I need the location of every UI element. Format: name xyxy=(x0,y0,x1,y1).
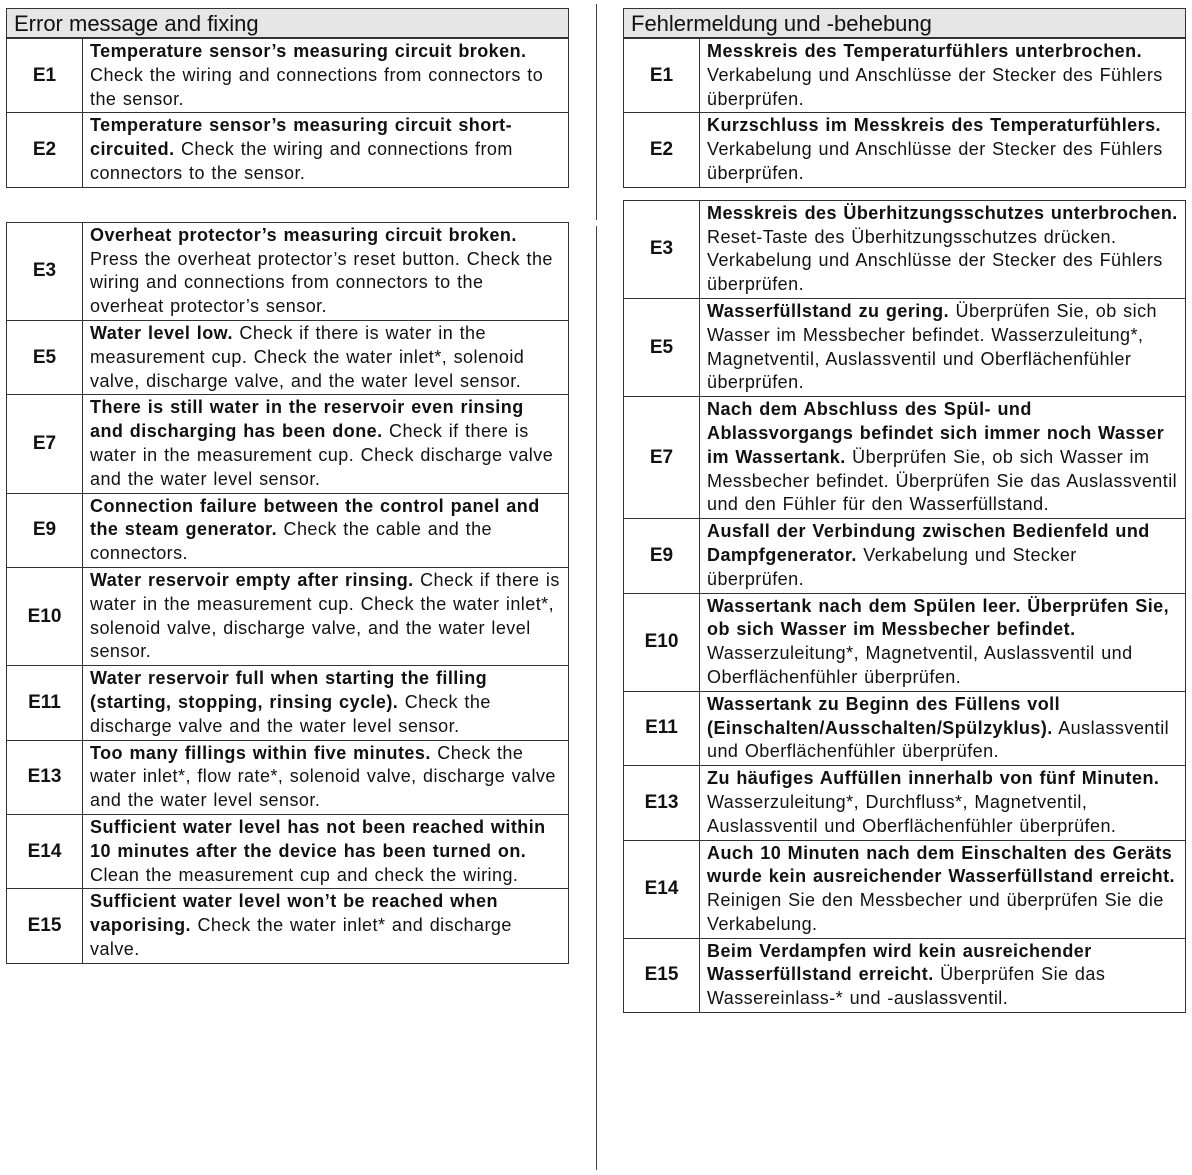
error-code: E15 xyxy=(624,938,700,1012)
error-row-e15 xyxy=(7,889,569,963)
error-fix-instructions: Check the wiring and connections from connectors to the sensor. xyxy=(90,139,513,183)
error-row-e10 xyxy=(7,567,569,665)
error-row-e13 xyxy=(624,766,1186,840)
english-column xyxy=(6,8,569,964)
error-description xyxy=(83,113,569,187)
error-summary: Auch 10 Minuten nach dem Einschalten des Geräts wurde kein ausreichender Wasserfüllstand erreicht. xyxy=(707,842,1175,887)
error-code: E3 xyxy=(7,222,83,320)
error-description xyxy=(83,567,569,665)
error-code: E5 xyxy=(624,298,700,396)
error-code: E14 xyxy=(624,840,700,938)
error-row-e11 xyxy=(7,666,569,740)
error-fix-instructions: Verkabelung und Anschlüsse der Stecker des Fühlers überprüfen. xyxy=(707,64,1163,109)
error-code: E9 xyxy=(7,493,83,567)
error-description xyxy=(700,938,1186,1012)
error-description xyxy=(700,691,1186,765)
error-fix-instructions: Check the water inlet*, flow rate*, solenoid valve, discharge valve and the water level sensor. xyxy=(90,742,556,811)
german-column xyxy=(623,8,1186,1013)
error-code: E2 xyxy=(7,113,83,187)
error-description xyxy=(83,39,569,113)
error-description xyxy=(700,766,1186,840)
error-fix-instructions: Check if there is water in the measurement cup. Check the water inlet*, solenoid valve, discharge valve, and the water level sensor. xyxy=(90,569,560,662)
error-code: E5 xyxy=(7,320,83,394)
error-summary: Water reservoir full when starting the filling (starting, stopping, rinsing cycle). xyxy=(90,668,488,712)
error-row-e14 xyxy=(624,840,1186,938)
error-row-e9 xyxy=(624,519,1186,593)
error-fix-instructions: Check if there is water in the measurement cup. Check the water inlet*, solenoid valve, discharge valve, and the water level sensor. xyxy=(90,322,525,391)
error-code: E13 xyxy=(624,766,700,840)
column-divider-bottom xyxy=(596,226,597,1170)
error-fix-instructions: Reinigen Sie den Messbecher und überprüfen Sie die Verkabelung. xyxy=(707,890,1164,934)
error-summary: Sufficient water level has not been reached within 10 minutes after the device has been turned on. xyxy=(90,816,546,861)
error-summary: Overheat protector’s measuring circuit broken. xyxy=(90,224,517,245)
error-summary: Sufficient water level won’t be reached when vaporising. xyxy=(90,891,498,936)
error-fix-instructions: Wasserzuleitung*, Magnetventil, Auslassventil und Oberflächenfühler überprüfen. xyxy=(707,643,1133,687)
error-summary: Wassertank nach dem Spülen leer. Überprüfen Sie, ob sich Wasser im Messbecher befindet. xyxy=(707,595,1170,640)
error-description xyxy=(83,222,569,320)
error-summary: Water level low. xyxy=(90,322,233,343)
error-fix-instructions: Check the cable and the connectors. xyxy=(90,519,492,564)
error-summary: Temperature sensor’s measuring circuit broken. xyxy=(90,41,527,61)
english-table-water-errors xyxy=(6,222,569,964)
error-description xyxy=(700,113,1186,187)
english-section-title: Error message and fixing xyxy=(6,8,569,38)
error-code: E9 xyxy=(624,519,700,593)
error-fix-instructions: Reset-Taste des Überhitzungsschutzes drücken. Verkabelung und Anschlüsse der Stecker des Fühlers überprüfen. xyxy=(707,226,1163,295)
error-fix-instructions: Press the overheat protector’s reset button. Check the wiring and connections from connectors to the overheat protector’s sensor. xyxy=(90,248,553,317)
error-fix-instructions: Verkabelung und Anschlüsse der Stecker des Fühlers überprüfen. xyxy=(707,139,1163,183)
error-summary: There is still water in the reservoir even rinsing and discharging has been done. xyxy=(90,397,524,442)
error-summary: Temperature sensor’s measuring circuit short-circuited. xyxy=(90,115,513,160)
error-summary: Kurzschluss im Messkreis des Temperaturfühlers. xyxy=(707,115,1161,136)
error-row-e14 xyxy=(7,814,569,888)
error-code: E11 xyxy=(624,691,700,765)
error-row-e3 xyxy=(7,222,569,320)
error-fix-instructions: Wasserzuleitung*, Durchfluss*, Magnetventil, Auslassventil und Oberflächenfühler überprüfen. xyxy=(707,791,1117,836)
error-code: E10 xyxy=(624,593,700,691)
english-table-sensor-errors xyxy=(6,38,569,188)
error-row-e5 xyxy=(7,320,569,394)
error-description xyxy=(83,320,569,394)
error-fix-instructions: Überprüfen Sie, ob sich Wasser im Messbecher befindet. Überprüfen Sie das Auslassventil und den Fühler für den Wasserfüllstand. xyxy=(707,446,1178,515)
error-summary: Nach dem Abschluss des Spül- und Ablassvorgangs befindet sich immer noch Wasser im Wassertank. xyxy=(707,399,1165,467)
error-row-e7 xyxy=(7,395,569,493)
error-code: E2 xyxy=(624,113,700,187)
error-row-e1 xyxy=(7,39,569,113)
error-code: E11 xyxy=(7,666,83,740)
error-row-e1 xyxy=(624,39,1186,113)
error-fix-instructions: Check the water inlet* and discharge valve. xyxy=(90,915,512,959)
error-code: E7 xyxy=(7,395,83,493)
error-fix-instructions: Check the discharge valve and the water level sensor. xyxy=(90,691,491,736)
error-summary: Ausfall der Verbindung zwischen Bedienfeld und Dampfgenerator. xyxy=(707,521,1150,565)
error-fix-instructions: Auslassventil und Oberflächenfühler überprüfen. xyxy=(707,717,1170,762)
error-description xyxy=(700,840,1186,938)
error-description xyxy=(700,519,1186,593)
error-description xyxy=(700,200,1186,298)
error-description xyxy=(700,298,1186,396)
error-fix-instructions: Check if there is water in the measurement cup. Check discharge valve and the water level sensor. xyxy=(90,421,554,489)
error-row-e2 xyxy=(7,113,569,187)
error-fix-instructions: Verkabelung und Stecker überprüfen. xyxy=(707,544,1077,589)
error-code: E13 xyxy=(7,740,83,814)
error-summary: Too many fillings within five minutes. xyxy=(90,742,431,763)
error-description xyxy=(83,814,569,888)
error-fix-instructions: Überprüfen Sie das Wassereinlass-* und -auslassventil. xyxy=(707,964,1106,1009)
error-description xyxy=(700,397,1186,519)
column-divider-top xyxy=(596,4,597,220)
error-row-e5 xyxy=(624,298,1186,396)
error-summary: Messkreis des Überhitzungsschutzes unterbrochen. xyxy=(707,202,1178,223)
error-summary: Water reservoir empty after rinsing. xyxy=(90,569,414,590)
german-table-sensor-errors xyxy=(623,38,1186,188)
error-row-e7 xyxy=(624,397,1186,519)
error-description xyxy=(83,395,569,493)
error-row-e9 xyxy=(7,493,569,567)
error-description xyxy=(83,493,569,567)
error-row-e3 xyxy=(624,200,1186,298)
german-section-title: Fehlermeldung und -behebung xyxy=(623,8,1186,38)
error-summary: Zu häufiges Auffüllen innerhalb von fünf Minuten. xyxy=(707,768,1160,789)
error-row-e2 xyxy=(624,113,1186,187)
error-code: E1 xyxy=(624,39,700,113)
error-code: E15 xyxy=(7,889,83,963)
error-description xyxy=(83,666,569,740)
german-table-water-errors xyxy=(623,200,1186,1013)
error-summary: Connection failure between the control panel and the steam generator. xyxy=(90,495,540,540)
error-summary: Wassertank zu Beginn des Füllens voll (Einschalten/Ausschalten/Spülzyklus). xyxy=(707,693,1061,738)
error-description xyxy=(83,889,569,963)
error-summary: Beim Verdampfen wird kein ausreichender Wasserfüllstand erreicht. xyxy=(707,940,1092,985)
error-fix-instructions: Check the wiring and connections from connectors to the sensor. xyxy=(90,64,544,109)
error-summary: Wasserfüllstand zu gering. xyxy=(707,300,950,321)
error-code: E10 xyxy=(7,567,83,665)
error-description xyxy=(83,740,569,814)
error-description xyxy=(700,593,1186,691)
error-code: E1 xyxy=(7,39,83,113)
error-fix-instructions: Überprüfen Sie, ob sich Wasser im Messbecher befindet. Wasserzuleitung*, Magnetventil, Auslassventil und Oberflächenfühler überprüfen. xyxy=(707,300,1157,393)
error-fix-instructions: Clean the measurement cup and check the wiring. xyxy=(90,864,519,885)
error-code: E14 xyxy=(7,814,83,888)
error-summary: Messkreis des Temperaturfühlers unterbrochen. xyxy=(707,41,1143,61)
error-description xyxy=(700,39,1186,113)
error-row-e15 xyxy=(624,938,1186,1012)
error-row-e13 xyxy=(7,740,569,814)
error-code: E3 xyxy=(624,200,700,298)
error-row-e10 xyxy=(624,593,1186,691)
error-row-e11 xyxy=(624,691,1186,765)
error-code: E7 xyxy=(624,397,700,519)
